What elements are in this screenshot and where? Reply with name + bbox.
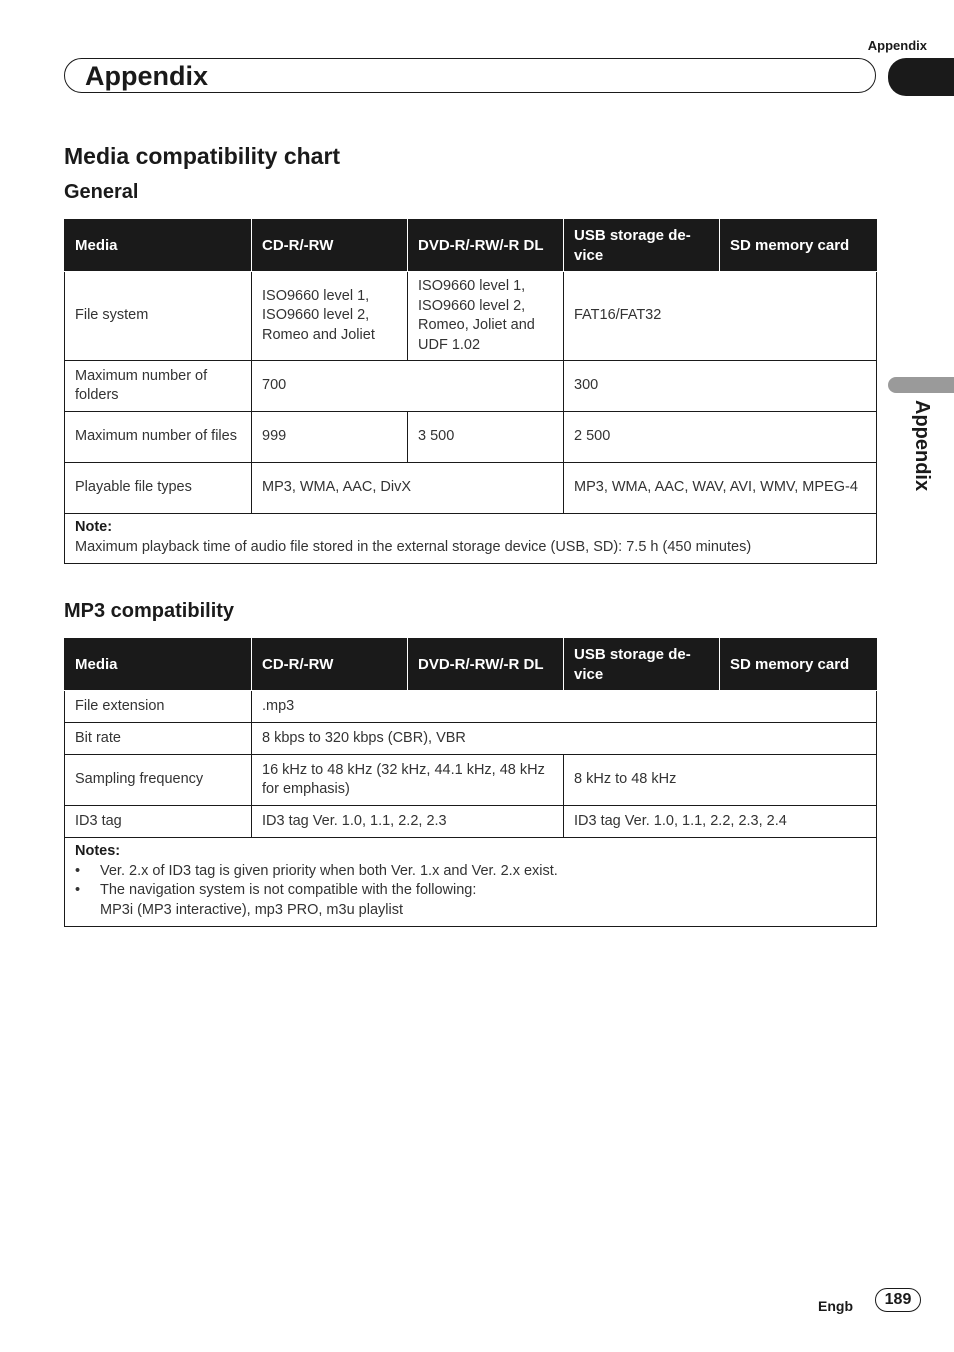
language-code: Engb	[818, 1298, 853, 1314]
general-table	[64, 219, 877, 564]
table-cell: ID3 tag Ver. 1.0, 1.1, 2.2, 2.3, 2.4	[564, 806, 877, 838]
table-cell: .mp3	[252, 691, 877, 723]
notes-cell	[65, 838, 877, 927]
column-header: SD memory card	[720, 220, 877, 272]
column-header: Media	[65, 220, 252, 272]
table-cell: ISO9660 level 1, ISO9660 level 2, Romeo and Joliet	[252, 272, 408, 361]
table-cell: 2 500	[564, 412, 877, 463]
list-item: • The navigation system is not compatible with the following:	[75, 881, 866, 901]
column-header: USB storage de-vice	[564, 220, 720, 272]
table-row	[65, 755, 877, 806]
list-item: • Ver. 2.x of ID3 tag is given priority when both Ver. 1.x and Ver. 2.x exist.	[75, 862, 866, 882]
table-cell: 8 kHz to 48 kHz	[564, 755, 877, 806]
side-tab-label: Appendix	[911, 400, 933, 492]
table-cell: 999	[252, 412, 408, 463]
page-number: 189	[875, 1288, 921, 1312]
note-row	[65, 838, 877, 927]
table-row	[65, 691, 877, 723]
note-row	[65, 514, 877, 564]
row-label: Maximum number of folders	[65, 361, 252, 412]
notes-title: Notes:	[75, 843, 121, 859]
table-cell: ISO9660 level 1, ISO9660 level 2, Romeo, Joliet and UDF 1.02	[408, 272, 564, 361]
table-cell: MP3, WMA, AAC, WAV, AVI, WMV, MPEG-4	[564, 463, 877, 514]
row-label: ID3 tag	[65, 806, 252, 838]
side-tab-marker	[888, 377, 954, 393]
table-cell: 700	[252, 361, 564, 412]
general-heading: General	[64, 181, 139, 203]
table-cell: MP3, WMA, AAC, DivX	[252, 463, 564, 514]
column-header: USB storage de-vice	[564, 639, 720, 691]
table-cell: ID3 tag Ver. 1.0, 1.1, 2.2, 2.3	[252, 806, 564, 838]
table-row	[65, 412, 877, 463]
table-row	[65, 272, 877, 361]
table-row	[65, 361, 877, 412]
section-banner	[64, 58, 876, 93]
note-text: Maximum playback time of audio file stored in the external storage device (USB, SD): 7.5 h (450 minutes)	[75, 538, 752, 555]
column-header: DVD-R/-RW/-R DL	[408, 220, 564, 272]
mp3-heading: MP3 compatibility	[64, 600, 235, 622]
row-label: File extension	[65, 691, 252, 723]
section-tab-marker	[888, 58, 954, 96]
page-title: Media compatibility chart	[64, 143, 341, 169]
row-label: Playable file types	[65, 463, 252, 514]
table-cell: FAT16/FAT32	[564, 272, 877, 361]
banner-title: Appendix	[85, 61, 209, 91]
table-cell: 16 kHz to 48 kHz (32 kHz, 44.1 kHz, 48 kHz for emphasis)	[252, 755, 564, 806]
row-label: Sampling frequency	[65, 755, 252, 806]
note-cell	[65, 514, 877, 564]
notes-continuation: MP3i (MP3 interactive), mp3 PRO, m3u playlist	[100, 901, 403, 918]
table-header-row	[65, 639, 877, 691]
column-header: SD memory card	[720, 639, 877, 691]
table-cell: 300	[564, 361, 877, 412]
row-label: Maximum number of files	[65, 412, 252, 463]
table-row	[65, 806, 877, 838]
running-head: Appendix	[867, 38, 927, 53]
column-header: Media	[65, 639, 252, 691]
notes-list	[75, 862, 866, 901]
table-cell: 3 500	[408, 412, 564, 463]
row-label: Bit rate	[65, 723, 252, 755]
table-row	[65, 723, 877, 755]
column-header: CD-R/-RW	[252, 639, 408, 691]
column-header: DVD-R/-RW/-R DL	[408, 639, 564, 691]
table-row	[65, 463, 877, 514]
mp3-table	[64, 638, 877, 927]
note-title: Note:	[75, 519, 113, 535]
table-cell: 8 kbps to 320 kbps (CBR), VBR	[252, 723, 877, 755]
table-header-row	[65, 220, 877, 272]
row-label: File system	[65, 272, 252, 361]
column-header: CD-R/-RW	[252, 220, 408, 272]
